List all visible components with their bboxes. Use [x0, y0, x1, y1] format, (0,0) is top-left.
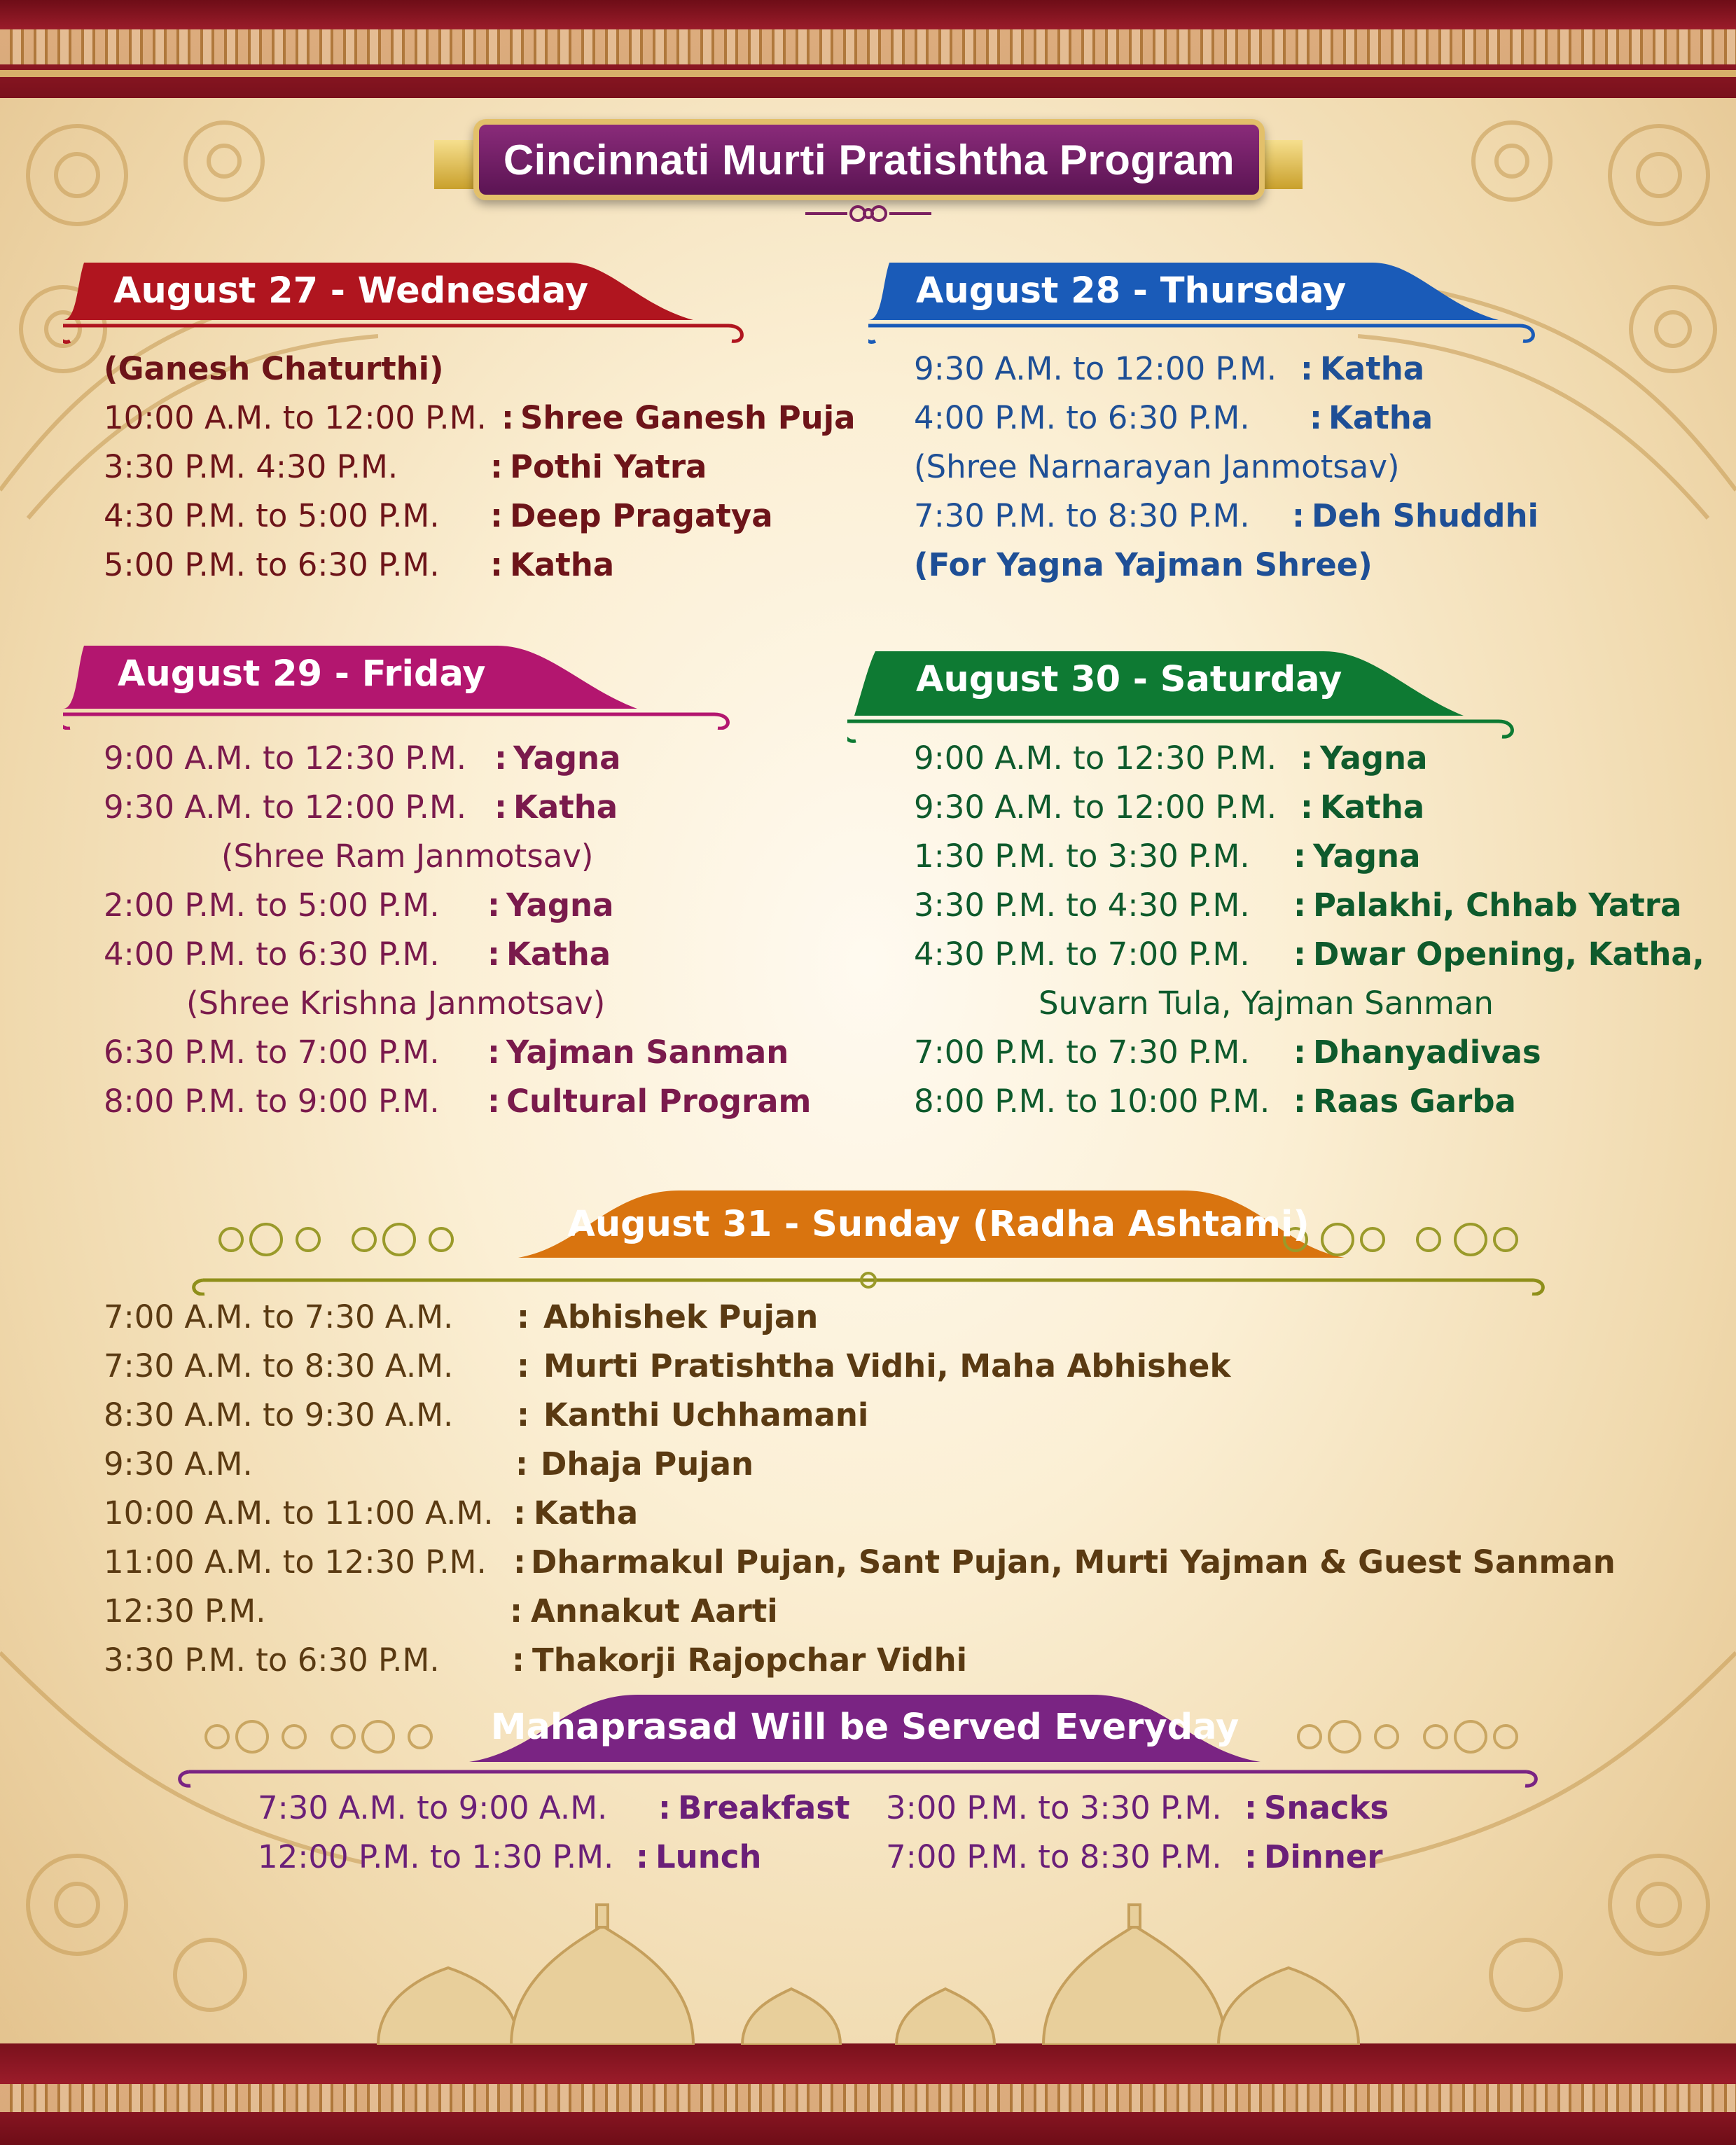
schedule-row: 6:30 P.M. to 7:00 P.M. : Yajman Sanman	[104, 1034, 789, 1071]
meal-row: 3:00 P.M. to 3:30 P.M. : Snacks	[886, 1789, 1389, 1826]
schedule-note: (Shree Narnarayan Janmotsav)	[914, 448, 1400, 485]
schedule-row: 12:30 P.M. : Annakut Aarti	[104, 1592, 778, 1630]
schedule-row: 8:00 P.M. to 10:00 P.M. : Raas Garba	[914, 1083, 1516, 1120]
day-heading: August 27 - Wednesday	[113, 270, 589, 312]
schedule-row: 7:30 A.M. to 8:30 A.M. : Murti Pratishtha Vidhi, Maha Abhishek	[104, 1347, 1231, 1384]
schedule-note: (For Yagna Yajman Shree)	[914, 546, 1373, 583]
schedule-row: 3:30 P.M. to 6:30 P.M. : Thakorji Rajopchar Vidhi	[104, 1641, 968, 1679]
top-lace-line	[0, 70, 1736, 77]
meal-row: 12:00 P.M. to 1:30 P.M. : Lunch	[258, 1838, 762, 1875]
schedule-aug31	[104, 1293, 1644, 1685]
bottom-lace-pattern	[0, 2084, 1736, 2112]
schedule-row: 2:00 P.M. to 5:00 P.M. : Yagna	[104, 887, 614, 924]
schedule-row: 8:30 A.M. to 9:30 A.M. : Kanthi Uchhamani	[104, 1396, 869, 1434]
schedule-row: 9:00 A.M. to 12:30 P.M. : Yagna	[914, 740, 1428, 777]
schedule-row: 9:30 A.M. to 12:00 P.M. : Katha	[104, 789, 618, 826]
day-header-aug29	[63, 646, 735, 703]
schedule-row: 1:30 P.M. to 3:30 P.M. : Yagna	[914, 838, 1421, 875]
schedule-row: 8:00 P.M. to 9:00 P.M. : Cultural Program	[104, 1083, 812, 1120]
bottom-border	[0, 2043, 1736, 2145]
schedule-row: 7:00 P.M. to 7:30 P.M. : Dhanyadivas	[914, 1034, 1541, 1071]
page-title: Cincinnati Murti Pratishtha Program	[503, 136, 1235, 183]
schedule-row: 4:00 P.M. to 6:30 P.M. : Katha	[104, 936, 611, 973]
day-note: (Ganesh Chaturthi)	[104, 350, 444, 387]
schedule-row: 9:30 A.M. to 12:00 P.M. : Katha	[914, 350, 1425, 387]
schedule-aug29	[104, 734, 874, 1126]
schedule-row: 5:00 P.M. to 6:30 P.M. : Katha	[104, 546, 615, 583]
day-header-aug27	[63, 263, 749, 320]
schedule-row: 7:00 A.M. to 7:30 A.M. : Abhishek Pujan	[104, 1298, 819, 1335]
schedule-aug27	[104, 345, 874, 590]
schedule-row: 7:30 P.M. to 8:30 P.M. : Deh Shuddhi	[914, 497, 1539, 534]
schedule-row: 11:00 A.M. to 12:30 P.M. : Dharmakul Pujan, Sant Pujan, Murti Yajman & Guest Sanman	[104, 1543, 1616, 1581]
schedule-row: 4:30 P.M. to 7:00 P.M. : Dwar Opening, Katha,	[914, 936, 1704, 973]
schedule-row: 4:00 P.M. to 6:30 P.M. : Katha	[914, 399, 1433, 436]
schedule-note: (Shree Krishna Janmotsav)	[186, 985, 606, 1022]
flourish-icon	[805, 203, 931, 224]
schedule-row: 10:00 A.M. to 11:00 A.M. : Katha	[104, 1494, 639, 1532]
meals-right	[886, 1784, 1446, 1882]
top-border	[0, 0, 1736, 98]
schedule-row: 9:30 A.M. to 12:00 P.M. : Katha	[914, 789, 1425, 826]
schedule-note: Suvarn Tula, Yajman Sanman	[1039, 985, 1494, 1022]
day-heading: August 28 - Thursday	[916, 270, 1347, 312]
schedule-row: 9:00 A.M. to 12:30 P.M. : Yagna	[104, 740, 621, 777]
schedule-aug28	[914, 345, 1684, 590]
schedule-row: 3:30 P.M. to 4:30 P.M. : Palakhi, Chhab Yatra	[914, 887, 1682, 924]
schedule-note: (Shree Ram Janmotsav)	[221, 838, 594, 875]
schedule-row: 9:30 A.M. : Dhaja Pujan	[104, 1445, 754, 1483]
meals-heading: Mahaprasad Will be Served Everyday	[490, 1707, 1239, 1748]
temple-domes-icon	[350, 1891, 1387, 2045]
meals-left	[258, 1784, 874, 1882]
top-lace-pattern	[0, 29, 1736, 64]
day-heading: August 31 - Sunday (Radha Ashtami)	[567, 1204, 1310, 1245]
day-heading: August 29 - Friday	[118, 653, 486, 695]
day-header-aug28	[868, 263, 1541, 320]
schedule-row: 3:30 P.M. 4:30 P.M. : Pothi Yatra	[104, 448, 707, 485]
day-header-aug31	[189, 1190, 1548, 1296]
schedule-row: 10:00 A.M. to 12:00 P.M. : Shree Ganesh Puja	[104, 399, 856, 436]
schedule-aug30	[914, 734, 1712, 1126]
schedule-row: 4:30 P.M. to 5:00 P.M. : Deep Pragatya	[104, 497, 773, 534]
title-plaque	[473, 119, 1265, 200]
meal-row: 7:00 P.M. to 8:30 P.M. : Dinner	[886, 1838, 1383, 1875]
day-heading: August 30 - Saturday	[916, 659, 1342, 700]
meal-row: 7:30 A.M. to 9:00 A.M. : Breakfast	[258, 1789, 850, 1826]
day-header-aug30	[847, 651, 1520, 709]
